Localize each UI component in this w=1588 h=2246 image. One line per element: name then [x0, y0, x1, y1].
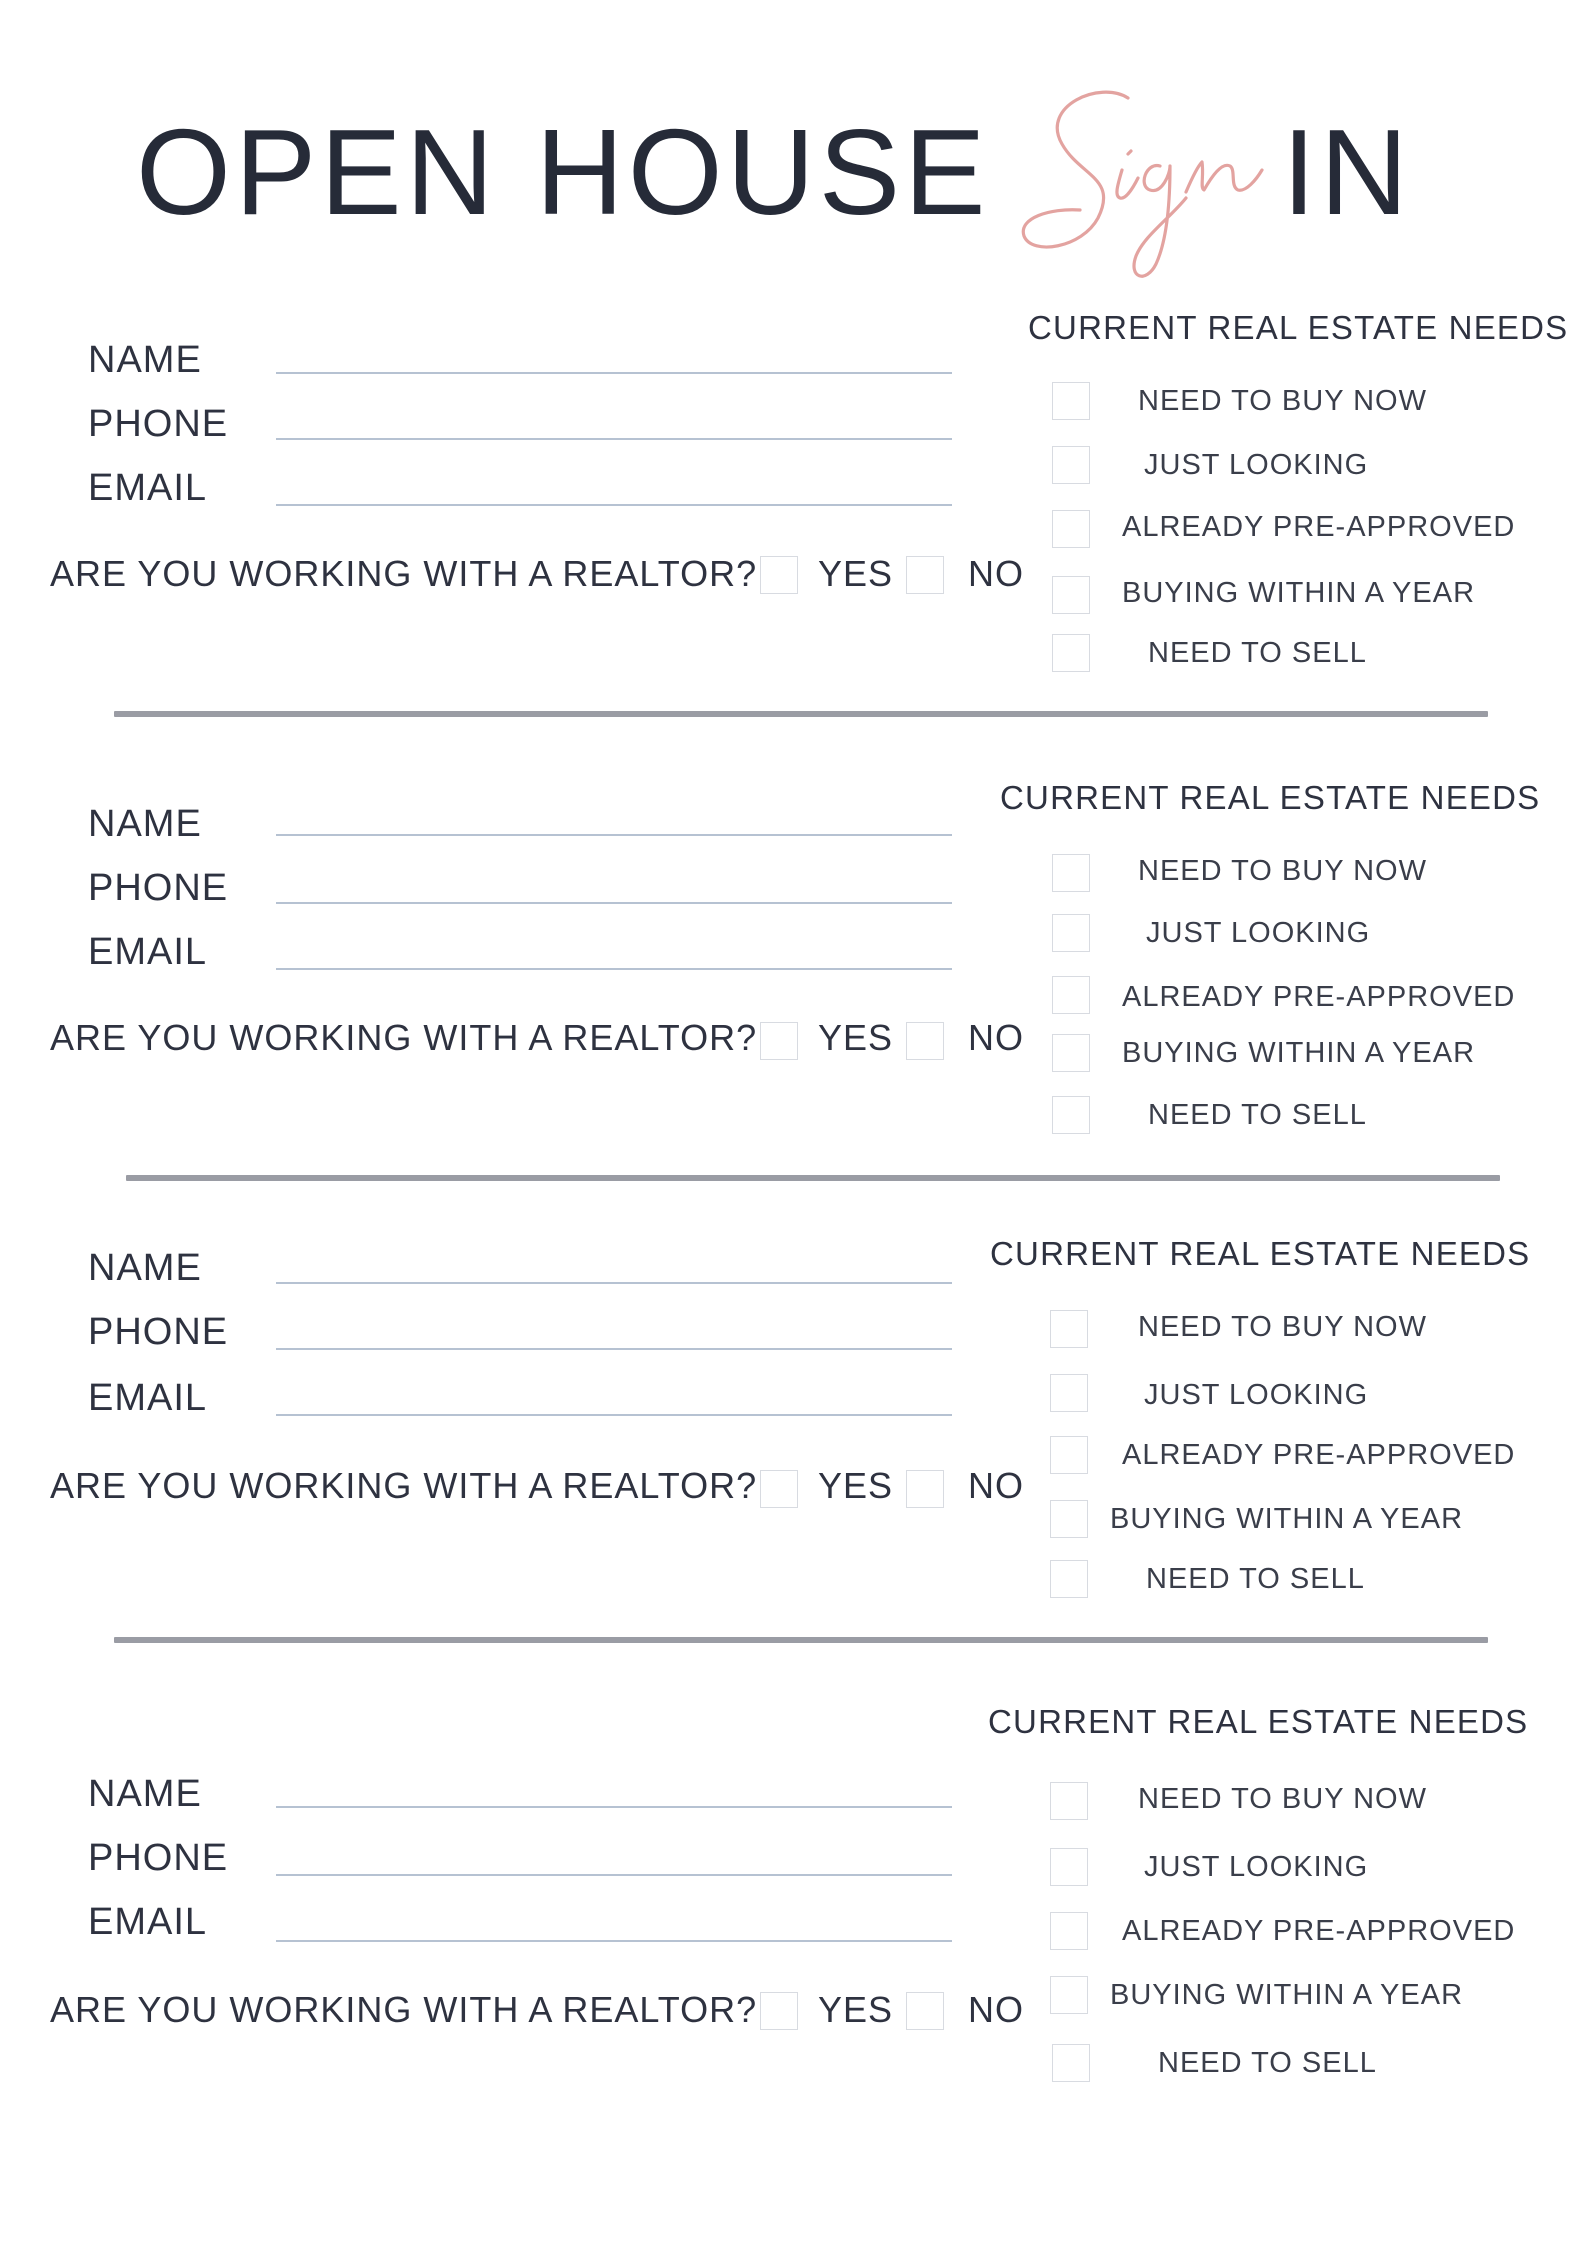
name-input-line[interactable] [276, 834, 952, 836]
name-input-line[interactable] [276, 372, 952, 374]
email-input-line[interactable] [276, 1414, 952, 1416]
phone-input-line[interactable] [276, 1348, 952, 1350]
email-label: EMAIL [88, 467, 208, 509]
needs-title: CURRENT REAL ESTATE NEEDS [988, 1703, 1529, 1740]
just-looking-checkbox[interactable] [1052, 914, 1090, 952]
just-looking-label: JUST LOOKING [1144, 1851, 1369, 1883]
section-divider [114, 1637, 1488, 1643]
needs-title: CURRENT REAL ESTATE NEEDS [1028, 309, 1569, 346]
buying-within-year-checkbox[interactable] [1052, 1034, 1090, 1072]
email-input-line[interactable] [276, 968, 952, 970]
phone-label: PHONE [88, 1311, 229, 1353]
need-to-sell-label: NEED TO SELL [1146, 1563, 1365, 1595]
email-input-line[interactable] [276, 1940, 952, 1942]
signin-section-3 [0, 1230, 1588, 1650]
pre-approved-label: ALREADY PRE-APPROVED [1122, 1439, 1516, 1471]
just-looking-checkbox[interactable] [1050, 1848, 1088, 1886]
realtor-no-checkbox[interactable] [906, 1992, 944, 2030]
title-open-house: OPEN HOUSE [136, 104, 990, 240]
phone-input-line[interactable] [276, 438, 952, 440]
signin-section-1 [0, 300, 1588, 720]
pre-approved-checkbox[interactable] [1052, 976, 1090, 1014]
need-buy-now-checkbox[interactable] [1052, 854, 1090, 892]
pre-approved-label: ALREADY PRE-APPROVED [1122, 511, 1516, 543]
pre-approved-checkbox[interactable] [1050, 1912, 1088, 1950]
buying-within-year-label: BUYING WITHIN A YEAR [1110, 1979, 1464, 2011]
realtor-question: ARE YOU WORKING WITH A REALTOR? [50, 1017, 758, 1058]
need-buy-now-checkbox[interactable] [1050, 1782, 1088, 1820]
buying-within-year-label: BUYING WITHIN A YEAR [1122, 577, 1476, 609]
email-label: EMAIL [88, 1901, 208, 1943]
realtor-yes-label: YES [818, 1017, 894, 1058]
realtor-no-checkbox[interactable] [906, 1470, 944, 1508]
pre-approved-checkbox[interactable] [1052, 510, 1090, 548]
buying-within-year-checkbox[interactable] [1050, 1976, 1088, 2014]
need-buy-now-label: NEED TO BUY NOW [1138, 385, 1427, 417]
signin-section-4 [0, 1700, 1588, 2120]
buying-within-year-checkbox[interactable] [1050, 1500, 1088, 1538]
name-label: NAME [88, 1247, 202, 1289]
name-label: NAME [88, 803, 202, 845]
need-buy-now-label: NEED TO BUY NOW [1138, 1783, 1427, 1815]
needs-title: CURRENT REAL ESTATE NEEDS [990, 1235, 1531, 1272]
need-to-sell-checkbox[interactable] [1052, 1096, 1090, 1134]
need-to-sell-label: NEED TO SELL [1148, 1099, 1367, 1131]
need-buy-now-checkbox[interactable] [1052, 382, 1090, 420]
pre-approved-checkbox[interactable] [1050, 1436, 1088, 1474]
realtor-no-label: NO [968, 1465, 1024, 1506]
realtor-no-checkbox[interactable] [906, 556, 944, 594]
title-sign-script [1010, 58, 1280, 298]
realtor-no-label: NO [968, 1989, 1024, 2030]
realtor-question: ARE YOU WORKING WITH A REALTOR? [50, 1989, 758, 2030]
phone-input-line[interactable] [276, 902, 952, 904]
pre-approved-label: ALREADY PRE-APPROVED [1122, 1915, 1516, 1947]
phone-label: PHONE [88, 867, 229, 909]
phone-label: PHONE [88, 403, 229, 445]
just-looking-label: JUST LOOKING [1144, 1379, 1369, 1411]
realtor-yes-checkbox[interactable] [760, 1992, 798, 2030]
sign-script-logo [1010, 58, 1280, 298]
realtor-yes-checkbox[interactable] [760, 1022, 798, 1060]
need-buy-now-checkbox[interactable] [1050, 1310, 1088, 1348]
email-input-line[interactable] [276, 504, 952, 506]
name-label: NAME [88, 339, 202, 381]
needs-title: CURRENT REAL ESTATE NEEDS [1000, 779, 1541, 816]
just-looking-checkbox[interactable] [1050, 1374, 1088, 1412]
need-to-sell-checkbox[interactable] [1052, 634, 1090, 672]
realtor-yes-checkbox[interactable] [760, 556, 798, 594]
name-label: NAME [88, 1773, 202, 1815]
need-to-sell-label: NEED TO SELL [1148, 637, 1367, 669]
need-to-sell-label: NEED TO SELL [1158, 2047, 1377, 2079]
buying-within-year-checkbox[interactable] [1052, 576, 1090, 614]
buying-within-year-label: BUYING WITHIN A YEAR [1110, 1503, 1464, 1535]
email-label: EMAIL [88, 931, 208, 973]
need-to-sell-checkbox[interactable] [1050, 1560, 1088, 1598]
need-buy-now-label: NEED TO BUY NOW [1138, 855, 1427, 887]
realtor-yes-checkbox[interactable] [760, 1470, 798, 1508]
title-in: IN [1282, 104, 1412, 240]
realtor-question: ARE YOU WORKING WITH A REALTOR? [50, 553, 758, 594]
realtor-no-label: NO [968, 1017, 1024, 1058]
signin-section-2 [0, 772, 1588, 1192]
need-to-sell-checkbox[interactable] [1052, 2044, 1090, 2082]
realtor-no-checkbox[interactable] [906, 1022, 944, 1060]
page-title [0, 88, 1588, 248]
section-divider [114, 711, 1488, 717]
realtor-yes-label: YES [818, 553, 894, 594]
just-looking-label: JUST LOOKING [1146, 917, 1371, 949]
phone-label: PHONE [88, 1837, 229, 1879]
phone-input-line[interactable] [276, 1874, 952, 1876]
email-label: EMAIL [88, 1377, 208, 1419]
buying-within-year-label: BUYING WITHIN A YEAR [1122, 1037, 1476, 1069]
realtor-yes-label: YES [818, 1989, 894, 2030]
pre-approved-label: ALREADY PRE-APPROVED [1122, 981, 1516, 1013]
realtor-yes-label: YES [818, 1465, 894, 1506]
name-input-line[interactable] [276, 1806, 952, 1808]
realtor-no-label: NO [968, 553, 1024, 594]
need-buy-now-label: NEED TO BUY NOW [1138, 1311, 1427, 1343]
realtor-question: ARE YOU WORKING WITH A REALTOR? [50, 1465, 758, 1506]
section-divider [126, 1175, 1500, 1181]
just-looking-label: JUST LOOKING [1144, 449, 1369, 481]
just-looking-checkbox[interactable] [1052, 446, 1090, 484]
name-input-line[interactable] [276, 1282, 952, 1284]
